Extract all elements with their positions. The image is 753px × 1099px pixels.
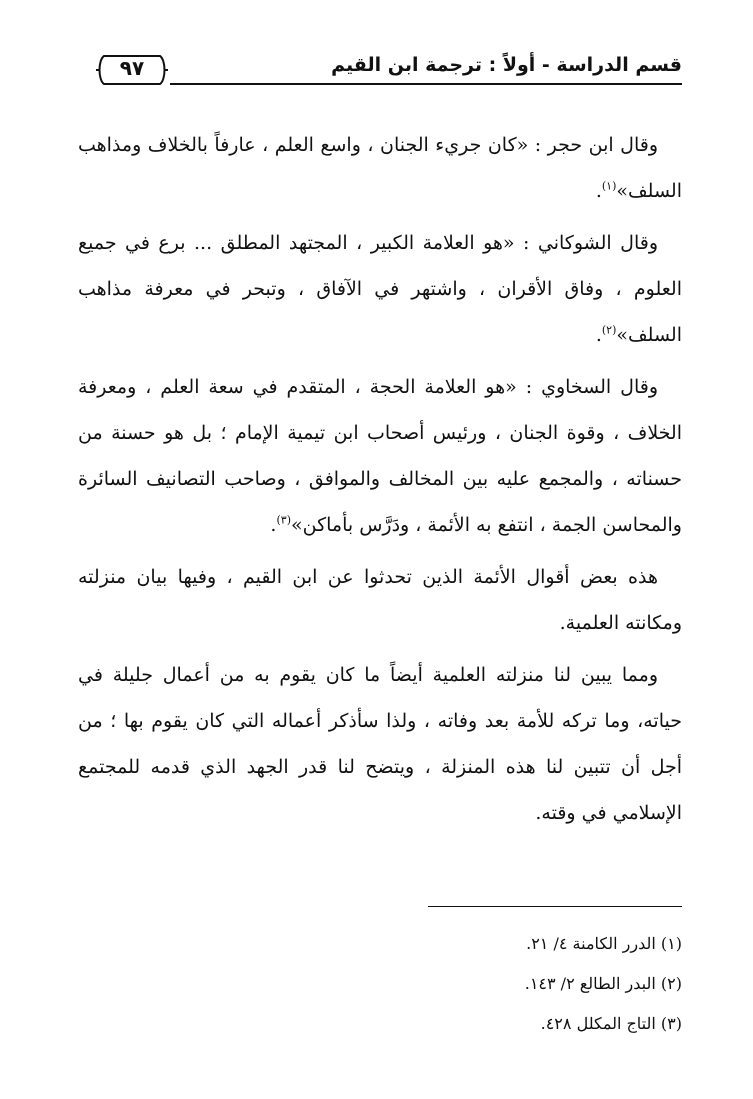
header-rule [170,83,682,85]
paragraph-end: . [595,180,602,202]
footnote-ref: (١) [601,179,617,193]
footnotes [82,924,682,1044]
footnote-ref: (٣) [276,513,291,527]
page-number: ٩٧ [119,56,145,80]
running-title: قسم الدراسة - أولاً : ترجمة ابن القيم [331,54,682,76]
paragraph-end: . [595,324,602,346]
footnote-divider [428,906,682,907]
footnote-item: (٣) التاج المكلل ٤٢٨. [540,1014,682,1033]
footnote-item: (٢) البدر الطالع ٢/ ١٤٣. [524,974,682,993]
paragraph-text: ومما يبين لنا منزلته العلمية أيضاً ما كان يقوم به من أعمال جليلة في حياته، وما تركه للأمة بعد وفاته ، ولذا سأذكر أعماله التي كان يقوم بها ؛ من أجل أن تتبين لنا هذه المنزلة ، ويتضح لنا قدر الجهد الذي قدمه للمجتمع الإسلامي في وقته. [78,664,682,824]
paragraph-text: هذه بعض أقوال الأئمة الذين تحدثوا عن ابن القيم ، وفيها بيان منزلته ومكانته العلمية. [78,566,682,634]
paragraph-end: . [270,514,277,536]
page-number-badge [96,50,168,90]
paragraph-text: وقال ابن حجر : «كان جريء الجنان ، واسع العلم ، عارفاً بالخلاف ومذاهب السلف» [78,134,682,202]
page-header [96,48,682,94]
paragraph [78,554,682,646]
paragraph-text: وقال الشوكاني : «هو العلامة الكبير ، المجتهد المطلق ... برع في جميع العلوم ، وفاق الأقران ، واشتهر في الآفاق ، وتبحر في معرفة مذاهب السلف» [78,232,682,346]
paragraph [78,220,682,358]
paragraph [78,364,682,548]
paragraph [78,122,682,214]
footnote-ref: (٢) [601,323,617,337]
paragraph [78,652,682,836]
main-text [78,122,682,842]
paragraph-text: وقال السخاوي : «هو العلامة الحجة ، المتقدم في سعة العلم ، ومعرفة الخلاف ، وقوة الجنان ، ورئيس أصحاب ابن تيمية الإمام ؛ بل هو حسنة من حسناته ، والمجمع عليه بين المخالف والموافق ، وصاحب التصانيف السائرة والمحاسن الجمة ، انتفع به الأئمة ، ودَرَّس بأماكن» [78,376,682,536]
footnote-item: (١) الدرر الكامنة ٤/ ٢١. [526,934,682,953]
